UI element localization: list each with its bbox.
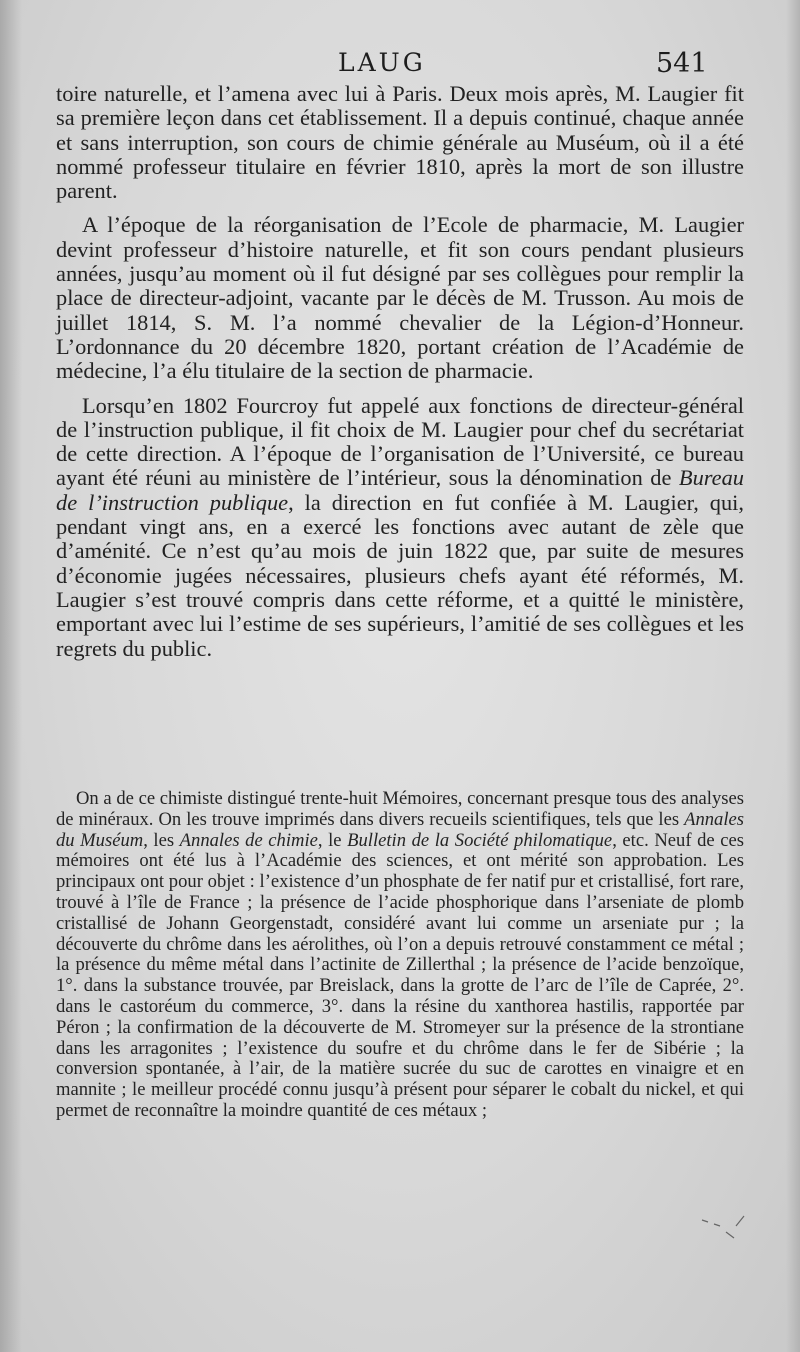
running-head bbox=[56, 48, 796, 84]
paragraph-2: A l’époque de la réorganisation de l’Ecole de pharmacie, M. Laugier devint professeur d’histoire naturelle, et fit son cours pendant plusieurs années, jusqu’au moment où il fut désigné par ses collègues pour remplir la place de directeur-adjoint, vacante par le décès de M. Trusson. Au mois de juillet 1814, S. M. l’a nommé chevalier de la Légion-d’Honneur. L’ordonnance du 20 décembre 1820, portant création de l’Académie de médecine, l’a élu titulaire de la section de pharmacie. bbox=[56, 212, 744, 384]
page-gutter-shadow bbox=[0, 0, 22, 1352]
page-number: 541 bbox=[656, 48, 708, 79]
main-text bbox=[56, 82, 744, 661]
note-italic-2: Annales de chimie bbox=[179, 829, 318, 851]
note-italic-1: Annales du Muséum bbox=[56, 808, 744, 851]
paragraph-3-part-2: , la direction en fut confiée à M. Laugier, qui, pendant vingt ans, en a exercé les fonctions avec autant de zèle que d’aménité. Ce n’est qu’au mois de juin 1822 que, par suite de mesures d’économie jugées nécessaires, plusieurs chefs ayant été réformés, M. Laugier s’est trouvé compris dans cette réforme, et a quitté le ministère, emportant avec lui l’estime de ses supérieurs, l’amitié de ses collègues et les regrets du public. bbox=[56, 489, 744, 661]
footnote-text bbox=[56, 789, 744, 1122]
paragraph-1: toire naturelle, et l’amena avec lui à Paris. Deux mois après, M. Laugier fit sa première leçon dans cet établissement. Il a depuis continué, chaque année et sans interruption, son cours de chimie générale au Muséum, où il a été nommé professeur titulaire en février 1810, après la mort de son illustre parent. bbox=[56, 81, 744, 204]
note-part-1: On a de ce chimiste distingué trente-huit Mémoires, concernant presque tous des analyses de minéraux. On les trouve imprimés dans divers recueils scientifiques, tels que les bbox=[56, 788, 744, 830]
paragraph-3-part-1: Lorsqu’en 1802 Fourcroy fut appelé aux fonctions de directeur-général de l’instruction publique, il fit choix de M. Laugier pour chef du secrétariat de cette direction. A l’époque de l’organisation de l’Université, ce bureau ayant été réuni au ministère de l’intérieur, sous la dénomination de bbox=[56, 392, 744, 491]
note-part-3: , le bbox=[317, 829, 348, 851]
page-edge-shadow bbox=[786, 0, 800, 1352]
note-italic-3: Bulletin de la Société philomatique bbox=[347, 829, 613, 851]
paragraph-3 bbox=[56, 394, 744, 661]
note-part-2: , les bbox=[143, 829, 180, 851]
ink-mark-icon bbox=[700, 1212, 746, 1242]
paragraph-3-italic: Bureau de l’instruction publique bbox=[56, 465, 744, 515]
running-title: LAUG bbox=[338, 48, 426, 77]
note-part-4: , etc. Neuf de ces mémoires ont été lus à l’Académie des sciences, et ont mérité son approbation. Les principaux ont pour objet : l’existence d’un phosphate de fer natif pur et cristallisé, fort rare, trouvé à l’île de France ; la présence de l’acide phosphorique dans l’arseniate de plomb cristallisé de Johann Georgenstadt, considéré avant lui comme un arseniate pur ; la découverte du chrôme dans les aérolithes, où l’on a depuis retrouvé constamment ce métal ; la présence du même métal dans l’actinite de Zillerthal ; la présence de l’acide benzoïque, 1°. dans la substance trouvée, par Breislack, dans la grotte de l’arc de l’île de Caprée, 2°. dans le castoréum du commerce, 3°. dans la résine du xanthorea hastilis, rapportée par Péron ; la confirmation de la découverte de M. Stromeyer sur la présence de la strontiane dans les arragonites ; l’existence du soufre et du chrôme dans le fer de Sibérie ; la conversion spontanée, à l’air, de la matière sucrée du suc de carottes en vinaigre et en mannite ; le meilleur procédé connu jusqu’à présent pour séparer le cobalt du nickel, et qui permet de reconnaître la moindre quantité de ces métaux ; bbox=[56, 829, 744, 1121]
